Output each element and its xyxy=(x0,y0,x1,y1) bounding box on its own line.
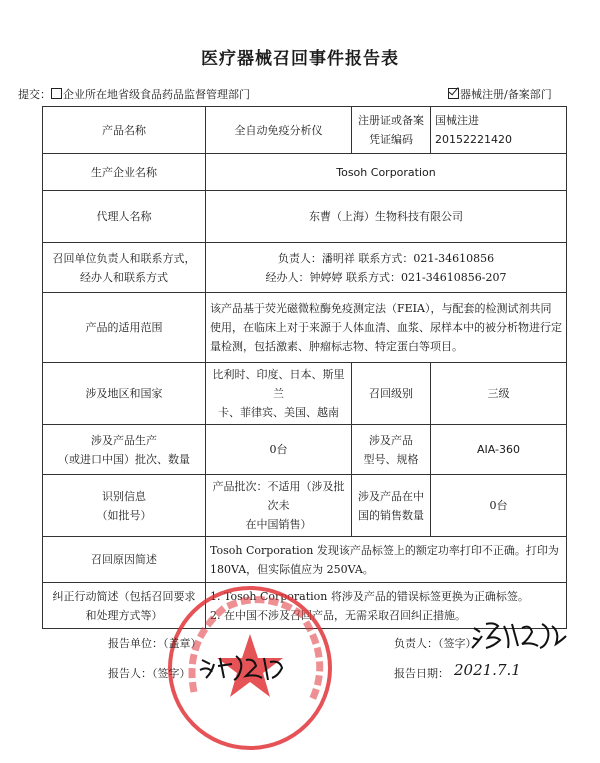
registration-value: 国械注进 20152221420 xyxy=(431,107,567,154)
table-row xyxy=(43,537,567,583)
product-name-label: 产品名称 xyxy=(43,107,206,154)
reporter-label: 报告人：（签字） xyxy=(108,667,191,680)
action-label: 纠正行动简述（包括召回要求 和处理方式等） xyxy=(43,583,206,629)
china-sales-label: 涉及产品在中 国的销售数量 xyxy=(352,475,431,537)
recall-level-value: 三级 xyxy=(431,363,567,425)
registration-option-label: 器械注册/备案部门 xyxy=(460,88,552,101)
model-value: AIA-360 xyxy=(431,425,567,475)
report-date-value: 2021.7.1 xyxy=(454,661,521,679)
report-unit-label: 报告单位：（盖章） xyxy=(108,637,202,650)
table-row xyxy=(43,425,567,475)
model-label: 涉及产品 型号、规格 xyxy=(352,425,431,475)
manufacturer-label: 生产企业名称 xyxy=(43,154,206,191)
recall-report-table xyxy=(42,106,567,629)
contact-label: 召回单位负责人和联系方式， 经办人和联系方式 xyxy=(43,243,206,293)
provincial-option-label: 企业所在地省级食品药品监督管理部门 xyxy=(63,88,250,101)
table-row xyxy=(43,293,567,363)
table-row xyxy=(43,107,567,154)
submit-row xyxy=(18,86,250,102)
region-value: 比利时、印度、日本、斯里兰 卡、菲律宾、美国、越南 xyxy=(206,363,352,425)
reporter-signature xyxy=(198,652,286,682)
manufacturer-value: Tosoh Corporation xyxy=(206,154,567,191)
table-row xyxy=(43,475,567,537)
contact-value: 负责人：潘明祥 联系方式：021-34610856 经办人：钟婷婷 联系方式：021-34610856-207 xyxy=(206,243,567,293)
report-date-label: 报告日期： xyxy=(394,667,449,680)
reason-label: 召回原因简述 xyxy=(43,537,206,583)
table-row xyxy=(43,243,567,293)
action-value: 1. Tosoh Corporation 将涉及产品的错误标签更换为正确标签。 2. 在中国不涉及召回产品，无需采取召回纠正措施。 xyxy=(206,583,567,629)
page-title: 医疗器械召回事件报告表 xyxy=(201,49,399,69)
identify-value: 产品批次：不适用（涉及批次未 在中国销售） xyxy=(206,475,352,537)
product-name-value: 全自动免疫分析仪 xyxy=(206,107,352,154)
recall-level-label: 召回级别 xyxy=(352,363,431,425)
scope-value: 该产品基于荧光磁微粒酶免疫测定法（FEIA），与配套的检测试剂共同使用，在临床上对于来源于人体血清、血浆、尿样本中的被分析物进行定量检测，包括激素、肿瘤标志物、特定蛋白等项目。 xyxy=(206,293,567,363)
registration-checkbox[interactable] xyxy=(448,88,459,99)
batch-value: 0台 xyxy=(206,425,352,475)
identify-label: 识别信息 （如批号） xyxy=(43,475,206,537)
submit-label: 提交： xyxy=(18,88,51,101)
submit-row-right xyxy=(448,86,552,102)
provincial-checkbox[interactable] xyxy=(51,88,62,99)
agent-value: 东曹（上海）生物科技有限公司 xyxy=(206,191,567,243)
agent-label: 代理人名称 xyxy=(43,191,206,243)
table-row xyxy=(43,191,567,243)
table-row xyxy=(43,154,567,191)
reason-value: Tosoh Corporation 发现该产品标签上的额定功率打印不正确。打印为 180VA，但实际值应为 250VA。 xyxy=(206,537,567,583)
region-label: 涉及地区和国家 xyxy=(43,363,206,425)
principal-label: 负责人：（签字） xyxy=(394,637,477,650)
scope-label: 产品的适用范围 xyxy=(43,293,206,363)
registration-label: 注册证或备案 凭证编码 xyxy=(352,107,431,154)
principal-signature xyxy=(470,618,570,652)
table-row xyxy=(43,363,567,425)
china-sales-value: 0台 xyxy=(431,475,567,537)
batch-label: 涉及产品生产 （或进口中国）批次、数量 xyxy=(43,425,206,475)
